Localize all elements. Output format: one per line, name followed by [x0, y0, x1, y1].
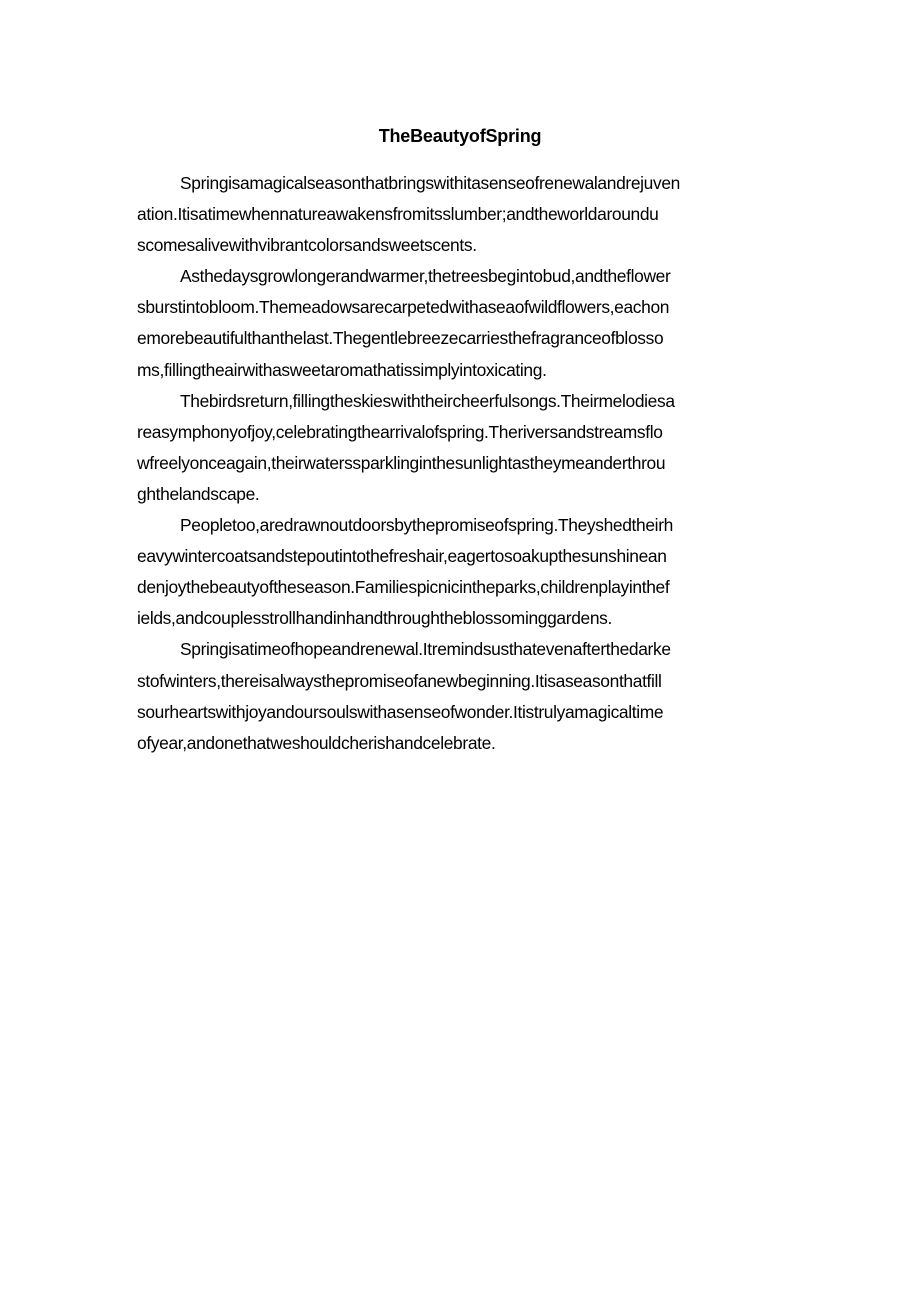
document-title: TheBeautyofSpring [378, 126, 542, 146]
text-line: Asthedaysgrowlongerandwarmer,thetreesbegintobud,andtheflower [180, 266, 671, 287]
text-line: ghthelandscape. [137, 483, 260, 504]
text-line: Springisatimeofhopeandrenewal.Itremindsusthatevenafterthedarke [180, 639, 671, 660]
text-line: eavywintercoatsandstepoutintothefreshair,eagertosoakupthesunshinean [137, 546, 667, 567]
text-line: Thebirdsreturn,fillingtheskieswiththeircheerfulsongs.Theirmelodiesa [180, 390, 675, 411]
text-line: ields,andcouplesstrollhandinhandthroughtheblossominggardens. [137, 608, 612, 629]
text-line: Peopletoo,aredrawnoutdoorsbythepromiseofspring.Theyshedtheirh [180, 515, 673, 536]
text-line: wfreelyonceagain,theirwaterssparklinginthesunlightastheymeanderthrou [137, 452, 666, 473]
paragraph-1 [137, 168, 785, 261]
text-line: stofwinters,thereisalwaysthepromiseofanewbeginning.Itisaseasonthatfill [137, 670, 662, 691]
text-line: sourheartswithjoyandoursoulswithasenseofwonder.Itistrulyamagicaltime [137, 701, 664, 722]
text-line: emorebeautifulthanthelast.Thegentlebreezecarriesthefragranceofblosso [137, 328, 664, 349]
text-line: scomesalivewithvibrantcolorsandsweetscents. [137, 235, 477, 256]
text-line: denjoythebeautyoftheseason.Familiespicnicintheparks,childrenplayinthef [137, 577, 670, 598]
paragraph-2 [137, 261, 785, 385]
text-line: reasymphonyofjoy,celebratingthearrivalofspring.Theriversandstreamsflo [137, 421, 663, 442]
text-line: Springisamagicalseasonthatbringswithitasenseofrenewalandrejuven [180, 173, 680, 193]
text-line: sburstintobloom.Themeadowsarecarpetedwithaseaofwildflowers,eachon [137, 297, 670, 318]
document-body [137, 168, 785, 759]
text-line: ation.Itisatimewhennatureawakensfromitsslumber;andtheworldaroundu [137, 204, 659, 225]
text-line: ofyear,andonethatweshouldcherishandcelebrate. [137, 732, 496, 753]
text-line: ms,fillingtheairwithasweetaromathatissimplyintoxicating. [137, 359, 547, 380]
paragraph-5 [137, 634, 785, 758]
paragraph-4 [137, 510, 785, 634]
paragraph-3 [137, 386, 785, 510]
